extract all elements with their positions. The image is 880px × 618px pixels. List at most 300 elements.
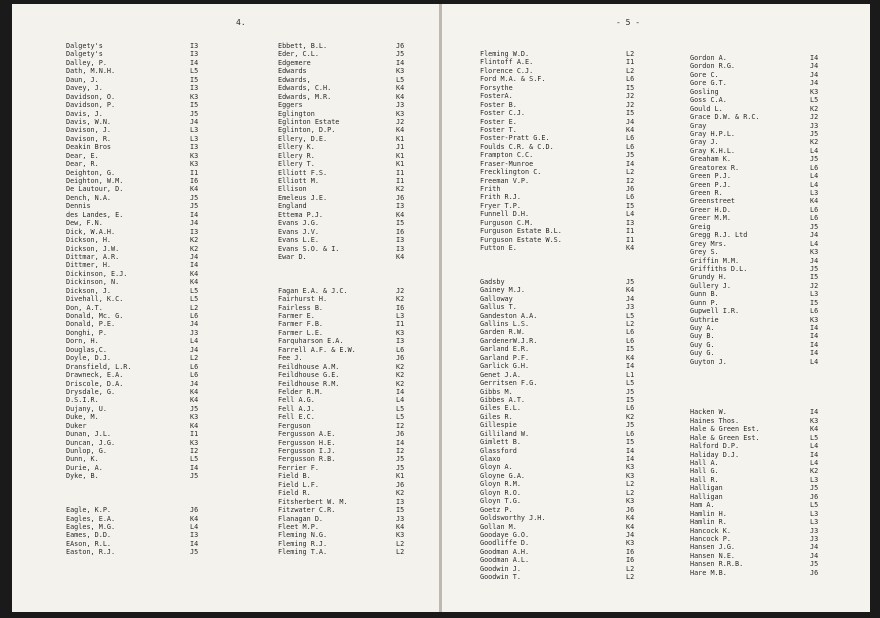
list-entry — [480, 371, 638, 379]
list-entry — [278, 531, 408, 539]
list-entry — [66, 354, 206, 362]
entry-code: J3 — [396, 514, 405, 523]
entry-code: L4 — [810, 357, 819, 366]
entry-name: Green P.J. — [690, 172, 731, 181]
entry-name: Davison, R. — [66, 134, 112, 143]
entry-name: Davidson, P. — [66, 101, 116, 110]
entry-name: Fagan E.A. & J.C. — [278, 286, 348, 295]
entry-name: Gray J. — [690, 138, 719, 147]
entry-name: Evans S.O. & I. — [278, 244, 340, 253]
entry-name: Dunn, K. — [66, 455, 99, 464]
entry-name: Goss C.A. — [690, 96, 727, 105]
entry-code: J6 — [190, 506, 199, 515]
list-entry — [480, 118, 638, 126]
list-entry — [690, 332, 822, 340]
entry-name: Eagles, E.A. — [66, 514, 116, 523]
list-entry — [480, 286, 638, 294]
list-entry — [480, 573, 638, 581]
entry-code: L6 — [190, 371, 199, 380]
list-entry — [278, 143, 408, 151]
entry-code: J4 — [626, 530, 635, 539]
entry-code: I4 — [810, 54, 819, 62]
entry-name: GardenerW.J.R. — [480, 336, 538, 345]
list-entry — [690, 197, 822, 205]
entry-name: Farrell A.F. & E.W. — [278, 345, 356, 354]
entry-code: L4 — [810, 146, 819, 155]
list-entry — [278, 455, 408, 463]
entry-code: K2 — [810, 138, 819, 147]
entry-code: J4 — [190, 252, 199, 261]
list-entry — [278, 59, 408, 67]
list-entry — [690, 273, 822, 281]
entry-code: K2 — [810, 467, 819, 476]
entry-code: L6 — [626, 336, 635, 345]
entry-name: Dorn, H. — [66, 337, 99, 346]
entry-code: K3 — [396, 109, 405, 118]
entry-code: I3 — [396, 244, 405, 253]
entry-name: Furguson C.M. — [480, 218, 534, 227]
entry-code: L5 — [810, 501, 819, 510]
entry-code: K2 — [396, 362, 405, 371]
entry-name: Grey Mrs. — [690, 239, 727, 248]
entry-code: I2 — [396, 421, 405, 430]
entry-code: K4 — [396, 252, 405, 261]
entry-name: Dew, F.N. — [66, 219, 103, 228]
entry-name: Dear, R. — [66, 160, 99, 169]
entry-name: Gregg R.J. Ltd — [690, 231, 748, 240]
entry-name: Gunn B. — [690, 290, 719, 299]
entry-code: K4 — [190, 421, 199, 430]
entry-code: J5 — [396, 50, 405, 59]
entry-code: J5 — [626, 387, 635, 396]
entry-code: I6 — [626, 547, 635, 556]
entry-name: Fraser-Munroe — [480, 159, 534, 168]
entry-code: K3 — [810, 87, 819, 96]
entry-code: L4 — [190, 337, 199, 346]
list-entry — [690, 248, 822, 256]
entry-code: L5 — [626, 379, 635, 388]
entry-code: J5 — [810, 155, 819, 164]
entry-code: J3 — [810, 526, 819, 535]
entry-name: Foster-Pratt G.E. — [480, 134, 550, 143]
list-entry — [480, 219, 638, 227]
list-entry — [690, 122, 822, 130]
list-entry — [480, 101, 638, 109]
entry-code: K4 — [626, 125, 635, 134]
list-entry — [480, 531, 638, 539]
entry-name: Hamlin H. — [690, 509, 727, 518]
list-entry — [480, 278, 638, 286]
entry-name: Evans J.V. — [278, 227, 319, 236]
list-entry — [690, 307, 822, 315]
list-entry — [690, 552, 822, 560]
entry-code: K3 — [190, 413, 199, 422]
entry-name: Garland E.R. — [480, 345, 530, 354]
list-entry — [66, 472, 206, 480]
entry-code: K4 — [810, 197, 819, 206]
list-entry — [66, 253, 206, 261]
entry-code: K1 — [396, 472, 405, 481]
entry-name: Fryer T.P. — [480, 201, 521, 210]
entry-code: I1 — [626, 227, 635, 236]
entry-code: J4 — [626, 117, 635, 126]
list-entry — [480, 430, 638, 438]
list-entry — [690, 366, 822, 374]
list-entry — [480, 227, 638, 235]
entry-code: I4 — [190, 261, 199, 270]
entry-code: L5 — [626, 311, 635, 320]
entry-code: J2 — [396, 117, 405, 126]
entry-code: K4 — [396, 84, 405, 93]
entry-code: L4 — [810, 180, 819, 189]
entry-code: L3 — [810, 290, 819, 299]
list-entry — [278, 413, 408, 421]
entry-name: Hamlin R. — [690, 518, 727, 527]
list-entry — [480, 497, 638, 505]
list-entry — [690, 341, 822, 349]
entry-name: Elliott F.S. — [278, 168, 328, 177]
entry-code: J6 — [396, 42, 405, 50]
entry-code: J6 — [396, 354, 405, 363]
entry-name: Fell E.C. — [278, 413, 315, 422]
entry-name: Eggers — [278, 101, 303, 110]
entry-name: Foster T. — [480, 125, 517, 134]
entry-name: Hale & Green Est. — [690, 425, 760, 434]
list-entry — [66, 371, 206, 379]
entry-code: K1 — [396, 151, 405, 160]
entry-name: Gallins L.S. — [480, 320, 530, 328]
entry-code: J6 — [626, 505, 635, 514]
list-entry — [690, 392, 822, 400]
entry-name: Hall G. — [690, 467, 719, 476]
entry-name: Frampton C.C. — [480, 151, 534, 160]
list-entry — [278, 202, 408, 210]
list-entry — [480, 565, 638, 573]
list-entry — [278, 405, 408, 413]
list-entry — [690, 501, 822, 509]
entry-name: Davey, J. — [66, 84, 103, 93]
entry-code: K3 — [190, 92, 199, 101]
list-entry — [66, 346, 206, 354]
entry-name: Gloyn A. — [480, 463, 513, 472]
entry-name: Halford D.P. — [690, 442, 740, 451]
list-entry — [278, 388, 408, 396]
list-entry — [66, 152, 206, 160]
list-entry — [66, 261, 206, 269]
entry-code: L6 — [626, 193, 635, 202]
entry-code: J4 — [190, 219, 199, 228]
entry-name: Frecklington C. — [480, 168, 542, 177]
entry-name: Fleming W.D. — [480, 50, 530, 58]
entry-name: Farquharson E.A. — [278, 337, 344, 346]
entry-code: I6 — [396, 227, 405, 236]
entry-code: L4 — [810, 442, 819, 451]
entry-code: I3 — [396, 337, 405, 346]
entry-code: J2 — [810, 281, 819, 290]
entry-name: Ellery K. — [278, 143, 315, 152]
entry-code: K2 — [396, 185, 405, 194]
entry-code: J4 — [810, 256, 819, 265]
entry-name: Griffin M.M. — [690, 256, 740, 265]
entry-code: K2 — [810, 104, 819, 113]
list-entry — [480, 388, 638, 396]
entry-code: L1 — [626, 370, 635, 379]
list-entry — [66, 185, 206, 193]
entry-name: Gainey M.J. — [480, 286, 526, 295]
entry-code: J5 — [810, 484, 819, 493]
list-entry — [66, 84, 206, 92]
entry-name: Ham A. — [690, 501, 715, 510]
entry-code: I5 — [396, 506, 405, 515]
entry-code: K3 — [396, 67, 405, 76]
entry-name: Ferrier F. — [278, 463, 319, 472]
entry-code: L6 — [396, 345, 405, 354]
entry-name: Dickson, J. — [66, 286, 112, 295]
entry-code: I5 — [190, 75, 199, 84]
entry-name: Hall A. — [690, 459, 719, 467]
list-entry — [278, 472, 408, 480]
entry-name: des Landes, E. — [66, 210, 124, 219]
entry-code: J5 — [190, 472, 199, 481]
entry-code: L2 — [626, 480, 635, 489]
list-entry — [66, 396, 206, 404]
entry-name: Hansen N.E. — [690, 551, 736, 560]
entry-name: Dear, E. — [66, 151, 99, 160]
entry-code: I6 — [190, 177, 199, 185]
entry-name: Durie, A. — [66, 463, 103, 472]
entry-name: Emeleus J.E. — [278, 193, 328, 202]
list-entry — [66, 135, 206, 143]
page-number: 4. — [236, 18, 246, 27]
list-entry — [690, 518, 822, 526]
list-entry — [66, 93, 206, 101]
list-entry — [480, 396, 638, 404]
entry-name: Fergusson H.E. — [278, 438, 336, 447]
entry-name: Farmer E. — [278, 312, 315, 320]
entry-code: I1 — [396, 177, 405, 185]
entry-name: Eagles, M.G. — [66, 522, 116, 531]
entry-code: L4 — [626, 210, 635, 219]
list-entry — [278, 380, 408, 388]
entry-code: K3 — [810, 416, 819, 425]
entry-code: I5 — [626, 109, 635, 118]
entry-name: Field L.F. — [278, 480, 319, 489]
entry-name: Ewar D. — [278, 252, 307, 261]
entry-code: K2 — [396, 295, 405, 304]
entry-name: Hacken W. — [690, 408, 727, 417]
entry-code: J4 — [190, 379, 199, 388]
entry-code: I3 — [396, 497, 405, 506]
entry-code: L6 — [626, 142, 635, 151]
entry-code: J5 — [810, 129, 819, 138]
list-entry — [278, 371, 408, 379]
entry-name: Ellery R. — [278, 151, 315, 160]
entry-name: Foster C.J. — [480, 109, 526, 118]
entry-name: Dalgety's — [66, 50, 103, 59]
entry-name: Dransfield, L.R. — [66, 362, 132, 371]
entry-code: K4 — [190, 269, 199, 278]
list-entry — [278, 84, 408, 92]
entry-name: Furguson Estate B.L. — [480, 227, 562, 236]
entry-name: Ellison — [278, 185, 307, 194]
entry-code: J4 — [626, 294, 635, 303]
entry-name: Douglas,C. — [66, 345, 107, 354]
entry-code: K2 — [396, 371, 405, 380]
list-entry — [66, 540, 206, 548]
list-entry — [278, 312, 408, 320]
list-entry — [278, 464, 408, 472]
list-entry — [690, 442, 822, 450]
entry-code: K4 — [190, 514, 199, 523]
entry-code: L6 — [190, 312, 199, 320]
entry-name: Gray H.P.L. — [690, 129, 736, 138]
entry-code: L6 — [190, 362, 199, 371]
list-entry — [66, 270, 206, 278]
list-entry — [66, 329, 206, 337]
entry-name: Dath, M.N.H. — [66, 67, 116, 76]
list-entry — [480, 463, 638, 471]
list-entry — [480, 548, 638, 556]
list-entry — [278, 548, 408, 556]
entry-name: Haines Thos. — [690, 416, 740, 425]
entry-code: K2 — [396, 489, 405, 498]
list-entry — [480, 168, 638, 176]
list-entry — [66, 67, 206, 75]
list-entry — [690, 316, 822, 324]
entry-code: K4 — [190, 396, 199, 405]
list-entry — [66, 101, 206, 109]
list-entry — [66, 236, 206, 244]
entry-code: K2 — [190, 244, 199, 253]
entry-name: Goodman A.H. — [480, 547, 530, 556]
entry-name: Gosling — [690, 87, 719, 96]
list-entry — [480, 126, 638, 134]
entry-name: Ellery T. — [278, 160, 315, 169]
entry-code: L5 — [396, 404, 405, 413]
list-entry — [480, 472, 638, 480]
entry-name: Griffiths D.L. — [690, 264, 748, 273]
entry-name: Donald, Mc. G. — [66, 312, 124, 320]
entry-code: K4 — [626, 244, 635, 253]
entry-code: J4 — [810, 79, 819, 88]
entry-name: Dickinson, E.J. — [66, 269, 128, 278]
entry-code: K3 — [190, 151, 199, 160]
entry-name: Grey S. — [690, 248, 719, 257]
list-entry — [278, 50, 408, 58]
list-entry — [480, 421, 638, 429]
list-entry — [278, 261, 408, 269]
entry-name: Dujany, U. — [66, 404, 107, 413]
entry-code: K1 — [396, 134, 405, 143]
list-entry — [278, 219, 408, 227]
entry-name: Gloyn T.G. — [480, 497, 521, 506]
entry-name: Garland P.F. — [480, 353, 530, 362]
entry-name: D.S.I.R. — [66, 396, 99, 405]
entry-name: Guthrie — [690, 315, 719, 324]
list-entry — [480, 67, 638, 75]
list-entry — [278, 439, 408, 447]
entry-name: Guy B. — [690, 332, 715, 341]
entry-name: Dennis — [66, 202, 91, 211]
list-entry — [278, 523, 408, 531]
entry-name: Easton, R.J. — [66, 548, 116, 557]
entry-name: Galloway — [480, 294, 513, 303]
list-entry — [278, 93, 408, 101]
list-entry — [690, 425, 822, 433]
list-entry — [690, 79, 822, 87]
entry-name: Fergusson I.J. — [278, 447, 336, 455]
entry-name: Felder R.M. — [278, 387, 324, 396]
entry-name: Gimlett B. — [480, 438, 521, 447]
entry-code: J5 — [810, 560, 819, 569]
entry-name: Gloyne G.A. — [480, 471, 526, 480]
list-entry — [690, 138, 822, 146]
list-entry — [480, 404, 638, 412]
entry-name: Fergusson R.B. — [278, 455, 336, 464]
list-entry — [480, 210, 638, 218]
entry-code: L2 — [190, 303, 199, 312]
entry-code: I5 — [626, 83, 635, 92]
entry-code: J4 — [810, 551, 819, 560]
entry-name: Fergusson A.E. — [278, 430, 336, 439]
entry-code: J5 — [626, 151, 635, 160]
entry-code: I4 — [810, 332, 819, 341]
entry-name: Deakin Bros — [66, 143, 112, 152]
entry-code: J5 — [810, 264, 819, 273]
list-entry — [690, 476, 822, 484]
entry-name: Duker — [66, 421, 87, 430]
list-entry — [66, 278, 206, 286]
entry-code: J5 — [190, 548, 199, 557]
list-entry — [480, 539, 638, 547]
entry-code: I4 — [396, 58, 405, 67]
entry-code: J5 — [626, 421, 635, 430]
list-entry — [278, 540, 408, 548]
entry-name: Gilliland W. — [480, 429, 530, 438]
list-entry — [278, 337, 408, 345]
entry-name: Edwards, — [278, 75, 311, 84]
entry-column — [480, 50, 638, 582]
entry-code: L5 — [190, 67, 199, 76]
list-entry — [690, 113, 822, 121]
list-entry — [690, 459, 822, 467]
list-entry — [690, 105, 822, 113]
list-entry — [480, 455, 638, 463]
entry-name: Gupwell I.R. — [690, 307, 740, 316]
entry-code: J4 — [810, 231, 819, 240]
list-entry — [66, 143, 206, 151]
entry-name: Fleming N.G. — [278, 531, 328, 540]
list-entry — [480, 354, 638, 362]
entry-name: Dalgety's — [66, 42, 103, 50]
entry-name: Gloyn R.O. — [480, 488, 521, 497]
entry-code: L6 — [810, 214, 819, 223]
list-entry — [278, 354, 408, 362]
list-entry — [278, 245, 408, 253]
list-entry — [480, 295, 638, 303]
entry-name: Flanagan D. — [278, 514, 324, 523]
entry-name: Deighton, G. — [66, 168, 116, 177]
entry-name: Donald, P.E. — [66, 320, 116, 329]
entry-code: L2 — [626, 320, 635, 328]
entry-name: Giles R. — [480, 412, 513, 421]
entry-name: Ford M.A. & S.F. — [480, 75, 546, 84]
list-entry — [480, 379, 638, 387]
entry-code: J6 — [810, 492, 819, 501]
list-entry — [278, 422, 408, 430]
list-entry — [278, 236, 408, 244]
list-entry — [66, 59, 206, 67]
